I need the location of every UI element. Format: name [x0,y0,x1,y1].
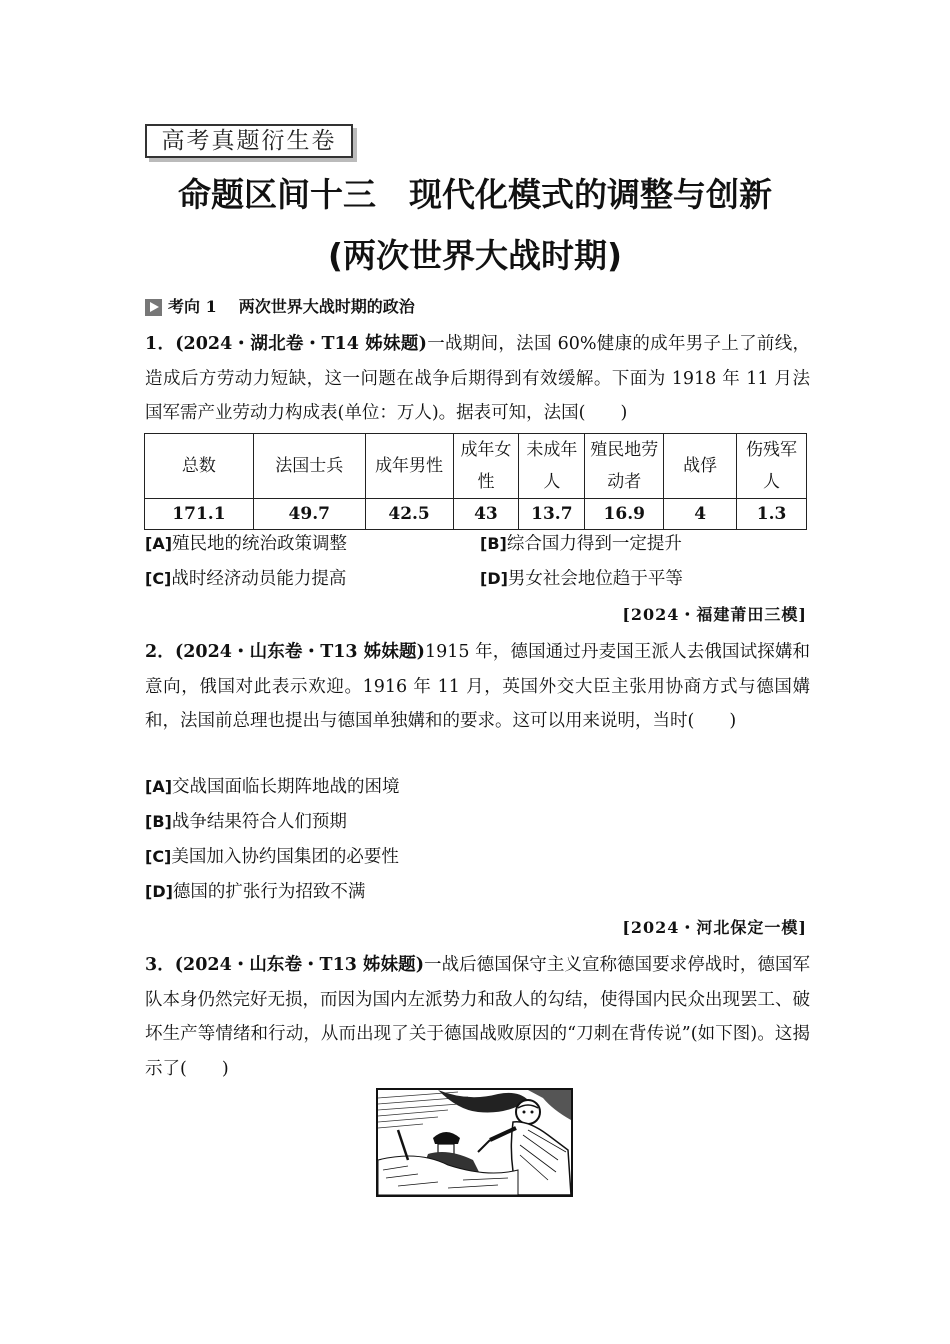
question-1 [145,327,810,431]
page-title: 命题区间十三 现代化模式的调整与创新 [178,175,772,214]
table-cell: 4 [664,499,737,530]
option-a[interactable] [145,527,347,561]
table-cell: 13.7 [519,499,585,530]
table-cell: 171.1 [145,499,254,530]
question-origin: [2024・河北保定一模] [622,918,807,937]
section-label: 考向 1 [168,297,217,316]
section-heading [145,296,415,318]
option-text: 综合国力得到一定提升 [506,534,682,554]
table-row [145,499,807,530]
question-number: 2． [145,642,175,662]
table-cell: 42.5 [365,499,453,530]
table-header-row [145,434,807,499]
question-origin: [2024・福建莆田三模] [622,605,807,624]
question-stem: 一战后德国保守主义宣称德国要求停战时，德国军队本身仍然完好无损，而因为国内左派势力和敌人的勾结，使得国内民众出现罢工、破坏生产等情绪和行动，从而出现了关于德国战败原因的“刀刺在背传说”(如下图)。这揭示了( ) [145,955,811,1079]
option-b[interactable] [145,805,347,839]
table-cell: 43 [453,499,519,530]
play-triangle-icon [145,299,162,316]
option-d[interactable] [145,875,365,909]
option-key: [D] [480,569,508,588]
option-a[interactable] [145,770,400,804]
question-stem: 1915 年，德国通过丹麦国王派人去俄国试探媾和意向，俄国对此表示欢迎。1916 年 11 月，英国外交大臣主张用协商方式与德国媾和，法国前总理也提出与德国单独媾和的要求。这可以用来说明，当时( ) [145,642,810,731]
option-d[interactable] [480,562,683,596]
option-text: 男女社会地位趋于平等 [507,569,683,589]
option-key: [C] [145,569,172,588]
option-text: 交战国面临长期阵地战的困境 [172,777,400,797]
option-text: 殖民地的统治政策调整 [172,534,348,554]
option-text: 德国的扩张行为招致不满 [172,882,366,902]
table-header-cell: 未成年人 [519,434,585,499]
option-b[interactable] [480,527,682,561]
table-header-cell: 殖民地劳动者 [585,434,664,499]
option-key: [A] [145,534,173,553]
question-stem: 一战期间，法国 60%健康的成年男子上了前线，造成后方劳动力短缺，这一问题在战争后期得到有效缓解。下面为 1918 年 11 月法国军需产业劳动力构成表(单位：万人)。据表可知，法国( ) [145,334,810,423]
question-number: 3． [145,955,175,975]
option-key: [D] [145,882,173,901]
option-key: [B] [480,534,507,553]
table-header-cell: 成年女性 [453,434,519,499]
option-text: 美国加入协约国集团的必要性 [171,847,399,867]
labor-table [144,433,807,530]
option-text: 战争结果符合人们预期 [171,812,347,832]
table-header-cell: 总数 [145,434,254,499]
option-key: [C] [145,847,172,866]
table-cell: 16.9 [585,499,664,530]
table-cell: 1.3 [737,499,807,530]
table-header-cell: 伤残军人 [737,434,807,499]
option-text: 战时经济动员能力提高 [171,569,347,589]
option-key: [B] [145,812,172,831]
option-key: [A] [145,777,173,796]
question-number: 1． [145,334,176,354]
option-c[interactable] [145,562,346,596]
table-header-cell: 成年男性 [365,434,453,499]
page-subtitle: (两次世界大战时期) [327,236,623,275]
section-title: 两次世界大战时期的政治 [238,297,415,316]
exam-type-badge: 高考真题衍生卷 [145,124,353,158]
table-header-cell: 法国士兵 [253,434,365,499]
question-3 [145,948,810,1086]
question-source: (2024・山东卷・T13 姊妹题) [174,642,425,662]
option-c[interactable] [145,840,399,874]
question-source: (2024・湖北卷・T14 姊妹题) [175,334,427,354]
question-source: (2024・山东卷・T13 姊妹题) [174,955,424,975]
question-2 [145,635,810,739]
stab-in-the-back-cartoon [376,1088,573,1197]
table-cell: 49.7 [253,499,365,530]
cartoon-illustration [378,1090,571,1195]
table-header-cell: 战俘 [664,434,737,499]
